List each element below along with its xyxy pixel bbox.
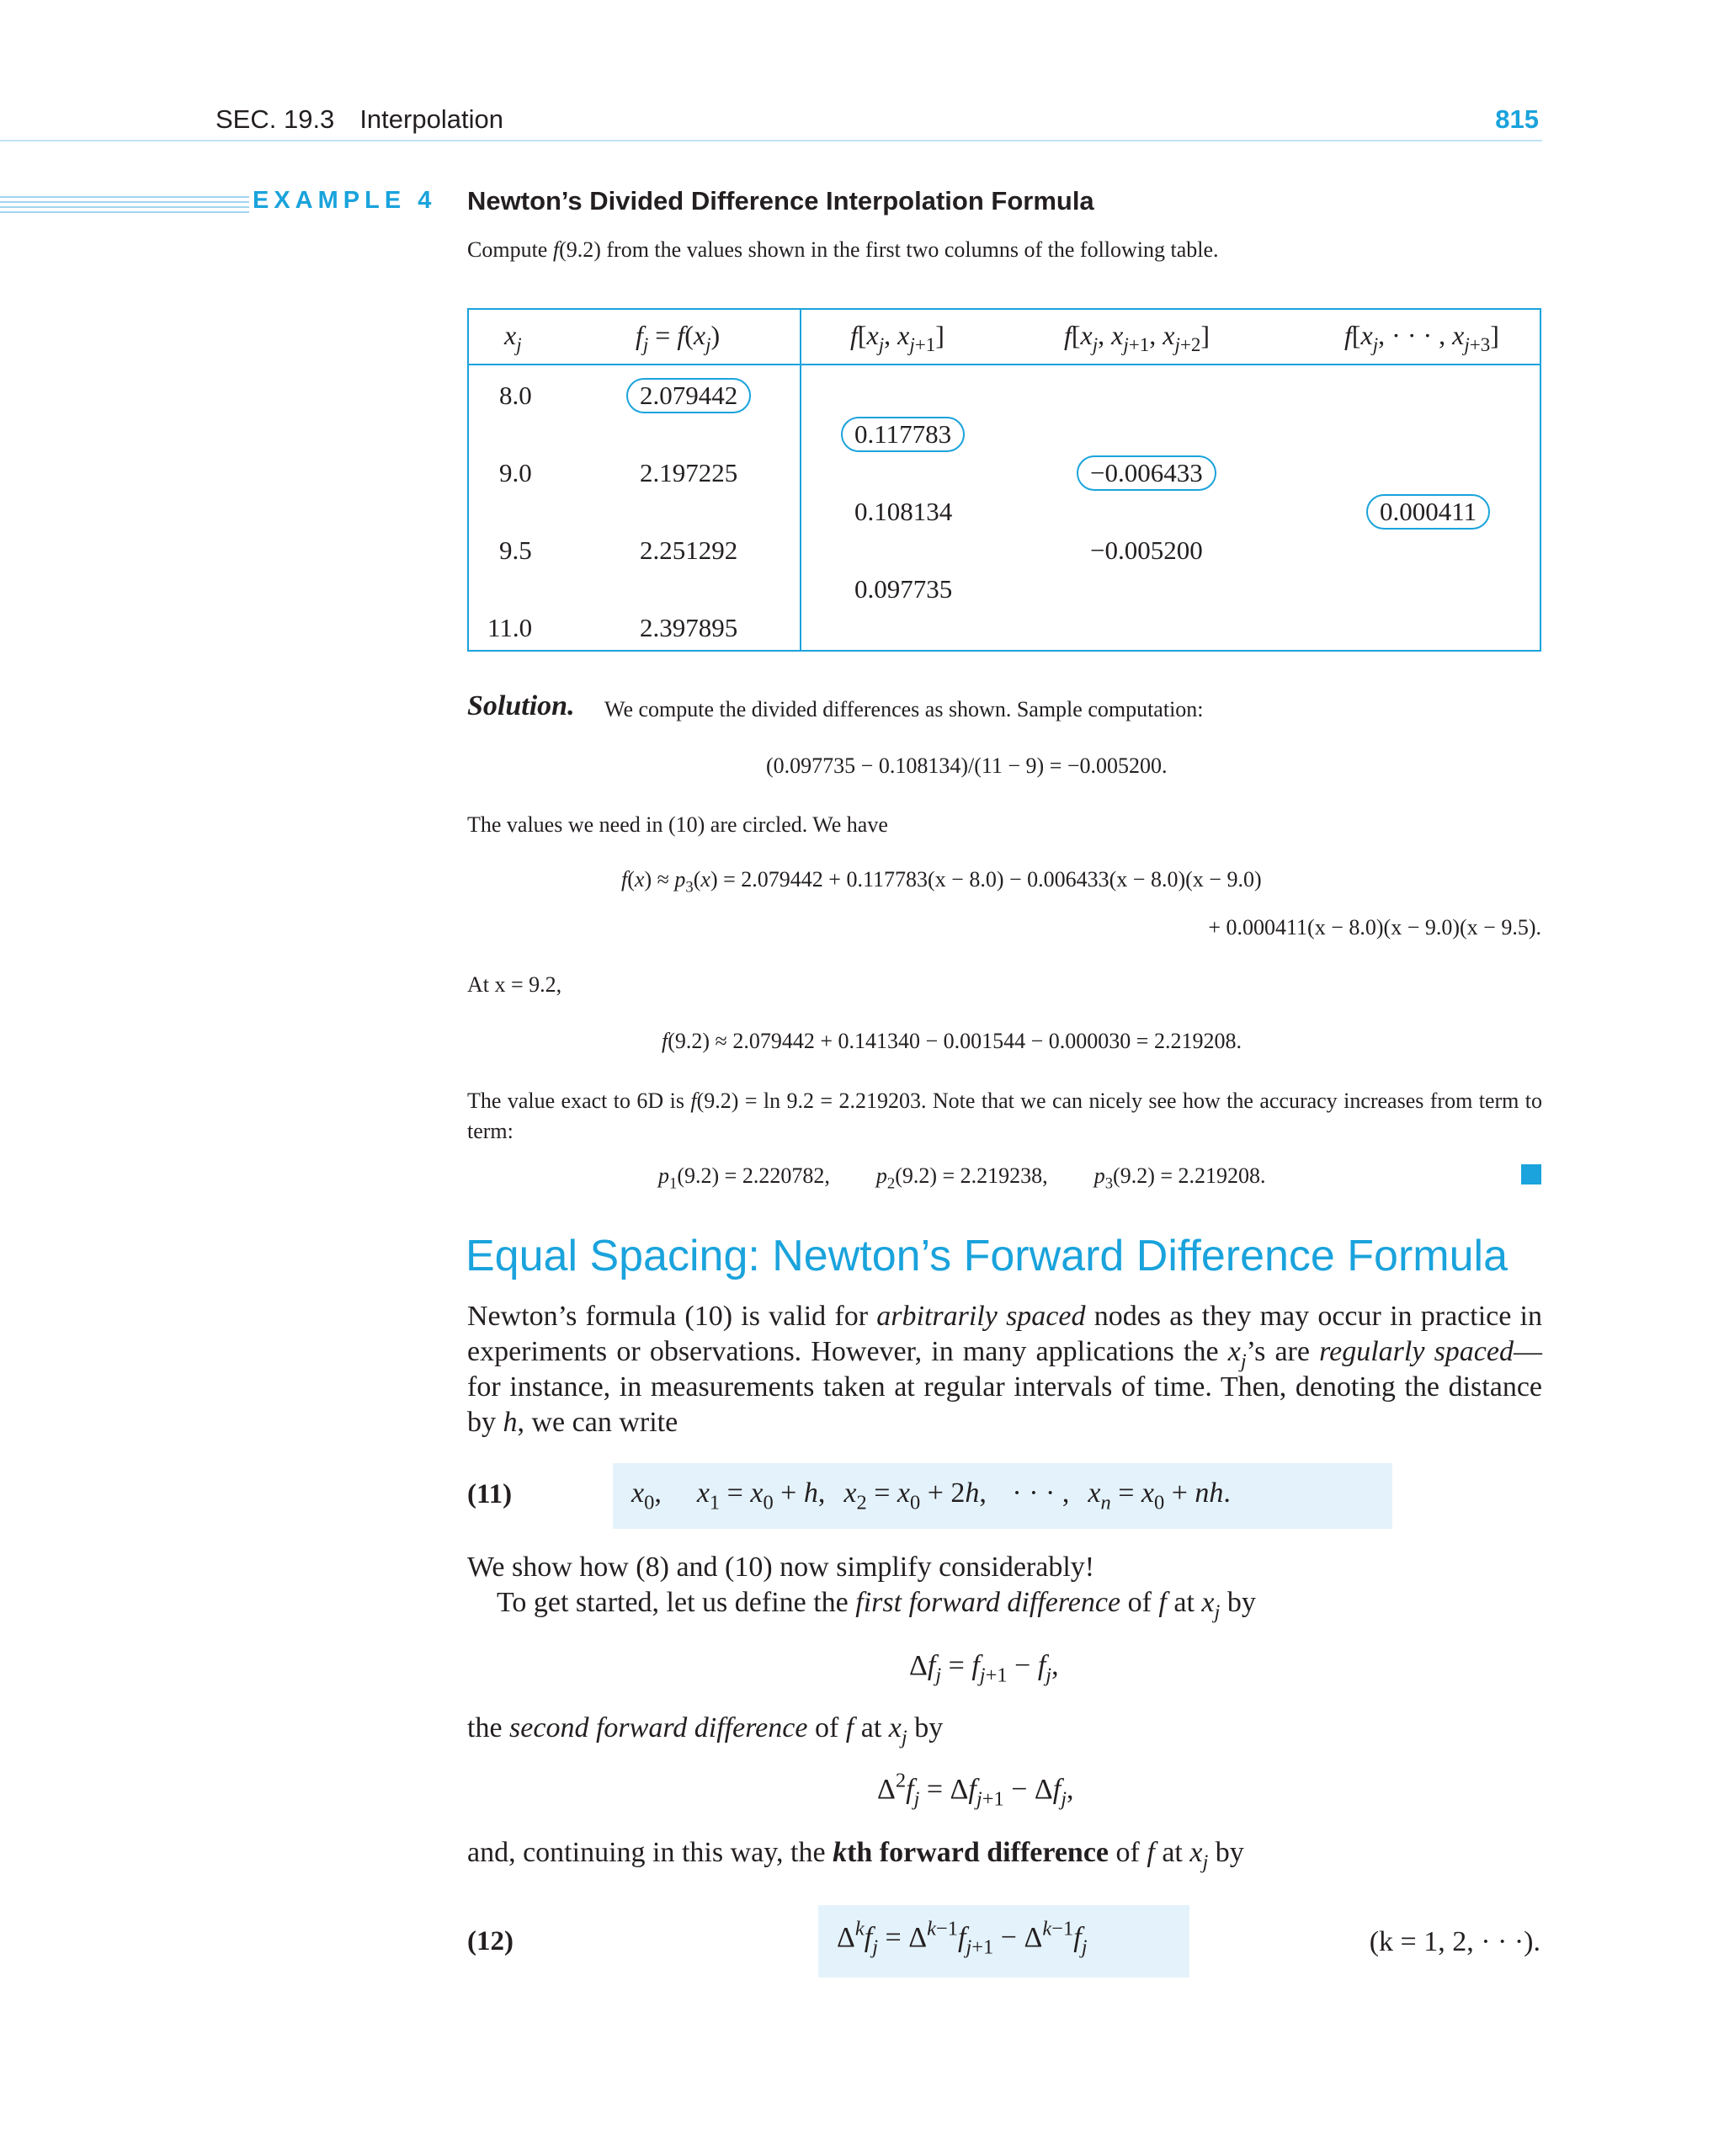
f-value: 2.397895 [640, 613, 738, 642]
first-forward-difference-eq: $\Delta f_j = f_{j+1} - f_j$, [909, 1650, 1059, 1687]
example-text: Compute f(9.2) from the values shown in the first two columns of the following table. [467, 237, 1219, 262]
example-title: Newton’s Divided Difference Interpolation Formula [467, 186, 1094, 216]
equation-12: $\Delta^kf_j = \Delta^{k-1}f_{j+1} - \Delta^{k-1}f_j$ [837, 1917, 1088, 1959]
solution-text: We compute the divided differences as shown. Sample computation: [604, 697, 1204, 721]
end-of-example-square [1521, 1164, 1541, 1184]
f-value: 2.197225 [640, 458, 738, 487]
header-fj: $f_j = f(x_j)$ [636, 320, 721, 356]
x-value: 11.0 [487, 613, 533, 642]
page-number: 815 [1495, 104, 1539, 134]
at-x-text: At x = 9.2, [467, 972, 562, 997]
header-rule [0, 140, 1542, 141]
section-paragraph: Newton’s formula (10) is valid for arbitrarily spaced nodes as they may occur in practice in experiments or observations. However, in many applications the $x_j’s$ are regularly spaced—for instance, in measurements taken at regular intervals of time. Then, denoting the distance by h, we can write [467, 1301, 1542, 1438]
kth-forward-text: and, continuing in this way, the kth forward difference of f at $x_j$ by [467, 1837, 1244, 1874]
value-equation: f(9.2) ≈ 2.079442 + 0.141340 − 0.001544 − 0.000030 = 2.219208. [662, 1029, 1242, 1053]
x-value: 8.0 [499, 381, 532, 410]
circled-note: The values we need in (10) are circled. We have [467, 812, 888, 837]
equation-12-range: (k = 1, 2, · · ·). [1369, 1926, 1540, 1957]
section-number: SEC. 19.3 [216, 104, 335, 134]
equation-number-12: (12) [467, 1926, 513, 1956]
first-forward-text: To get started, let us define the first forward difference of f at $x_j$ by [497, 1587, 1256, 1624]
header-second-diff: $f[x_j$, $x_{j+1}$, $x_{j+2}$] [1064, 320, 1211, 356]
x-value: 9.0 [499, 458, 532, 487]
running-head [216, 104, 503, 135]
example-label: EXAMPLE 4 [249, 187, 436, 215]
simplify-text: We show how (8) and (10) now simplify considerably! [467, 1552, 1095, 1583]
header-first-diff: $f[x_j$, $x_{j+1}$] [850, 320, 944, 356]
f-value: 2.251292 [640, 535, 738, 565]
second-forward-difference-eq: $\Delta^2f_j = \Delta f_{j+1} - \Delta f_j$, [877, 1769, 1074, 1811]
equation-11: $x_0$, $x_1 = x_0 + h$, $x_2 = x_0 + 2h$, · · · , $x_n = x_0$ + nh. [631, 1477, 1231, 1515]
first-diff-circled: 0.117783 [841, 417, 965, 452]
sample-computation: (0.097735 − 0.108134)/(11 − 9) = −0.005200. [766, 753, 1168, 778]
exact-value-paragraph: The value exact to 6D is f(9.2) = ln 9.2 = 2.219203. Note that we can nicely see how the accuracy increases from term to term: [467, 1089, 1542, 1143]
second-forward-text: the second forward difference of f at $x_j$ by [467, 1712, 944, 1749]
divided-difference-table [467, 308, 1541, 652]
second-diff-circled: −0.006433 [1077, 455, 1216, 491]
second-diff: −0.005200 [1090, 535, 1203, 565]
third-diff-circled: 0.000411 [1366, 494, 1490, 530]
accuracy-sequence: $p_1(9.2) = 2.220782$, $p_2(9.2) = 2.219238$, $p_3(9.2) = 2.219208$. [658, 1163, 1266, 1193]
header-third-diff: $f[x_j$, · · · , $x_{j+3}$] [1344, 320, 1499, 356]
solution-label: Solution. [467, 690, 575, 721]
section-title: Equal Spacing: Newton’s Forward Difference Formula [466, 1232, 1508, 1280]
interpolation-polynomial-cont: + 0.000411(x − 8.0)(x − 9.0)(x − 9.5). [1208, 915, 1541, 940]
chapter-title: Interpolation [359, 104, 503, 134]
f-value-circled: 2.079442 [626, 378, 751, 413]
equation-number-11: (11) [467, 1479, 513, 1509]
first-diff: 0.097735 [854, 574, 953, 604]
table-divider [800, 310, 801, 650]
first-diff: 0.108134 [854, 497, 953, 526]
interpolation-polynomial: $f(x) \approx p_3(x) = 2.079442 + 0.117783(x - 8.0) - 0.006433(x - 8.0)(x - 9.0)$ [621, 867, 1262, 897]
header-xj: $x_j$ [504, 320, 522, 356]
x-value: 9.5 [499, 535, 532, 565]
